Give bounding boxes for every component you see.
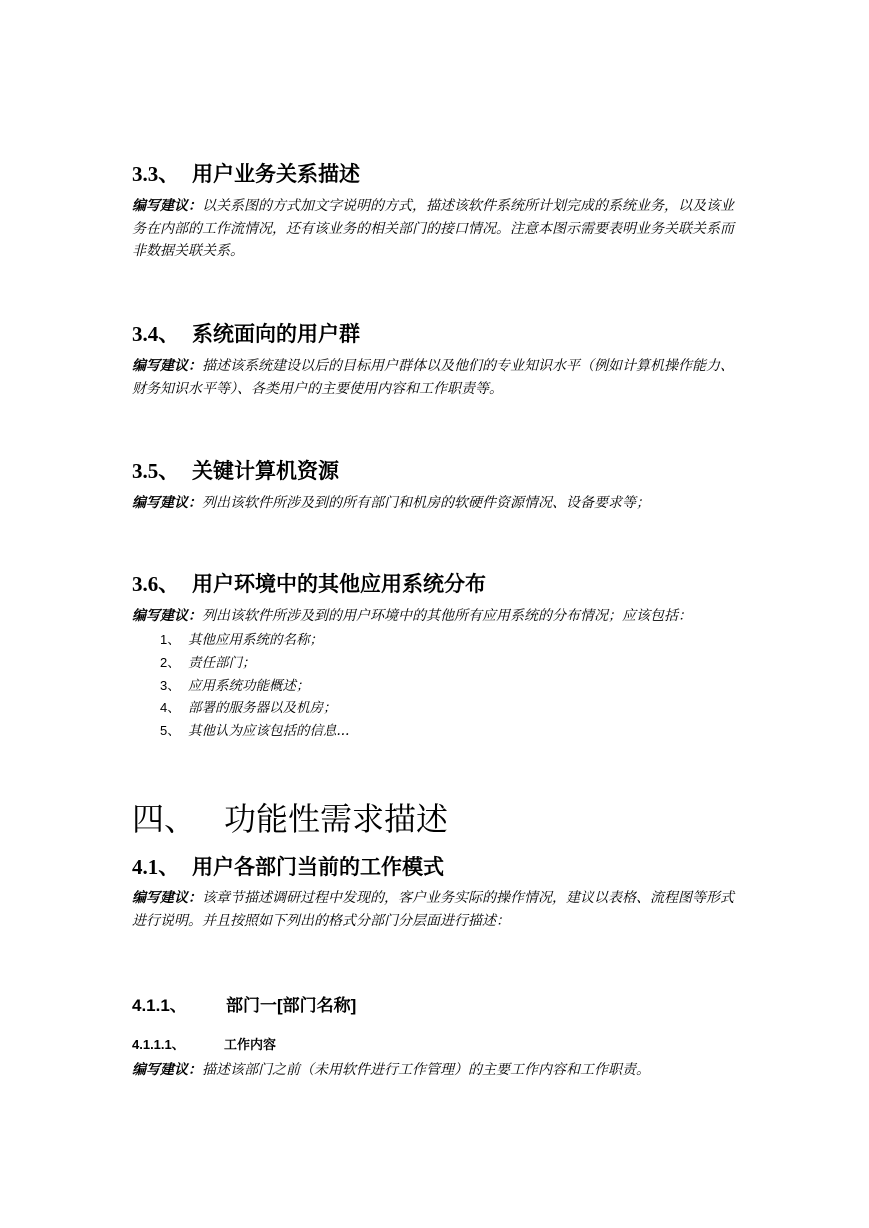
suggestion-text: 列出该软件所涉及到的所有部门和机房的软硬件资源情况、设备要求等；: [202, 495, 650, 511]
heading-number: 3.4、: [132, 322, 180, 346]
section-4-1-heading: [132, 851, 444, 881]
heading-number: 3.3、: [132, 162, 180, 186]
list-item: 5、 其他认为应该包括的信息...: [160, 723, 350, 740]
section-3-6-heading: [132, 568, 486, 598]
suggestion-text: 以关系图的方式加文字说明的方式，描述该软件系统所计划完成的系统业务，以及该业务在内部的工作流情况，还有该业务的相关部门的接口情况。注意本图示需要表明业务关联关系而非数据关联关系。: [132, 198, 734, 259]
heading-title: 系统面向的用户群: [192, 321, 360, 346]
suggestion-label: 编写建议：: [132, 198, 202, 214]
section-3-5-paragraph: [132, 492, 742, 515]
section-3-4-paragraph: [132, 355, 742, 400]
suggestion-label: 编写建议：: [132, 495, 202, 511]
other-systems-list: [160, 629, 349, 743]
heading-number: 4.1、: [132, 855, 180, 879]
section-3-3-paragraph: [132, 195, 742, 263]
section-4-1-paragraph: [132, 887, 742, 932]
heading-number: 3.6、: [132, 572, 180, 596]
section-3-4-heading: [132, 318, 360, 348]
suggestion-label: 编写建议：: [132, 890, 202, 906]
section-4-1-1-1-paragraph: [132, 1059, 742, 1082]
heading-number: 3.5、: [132, 459, 180, 483]
section-3-5-heading: [132, 455, 339, 485]
list-item: 4、 部署的服务器以及机房；: [160, 700, 337, 717]
heading-title: 关键计算机资源: [192, 458, 339, 483]
heading-number: 4.1.1、: [132, 996, 187, 1015]
heading-title: 部门一[部门名称]: [226, 996, 357, 1015]
heading-number: 4.1.1.1、: [132, 1037, 185, 1052]
heading-title: 用户业务关系描述: [192, 161, 360, 186]
section-4-1-1-heading: [132, 991, 356, 1016]
list-item: 2、 责任部门；: [160, 654, 256, 671]
heading-title: 功能性需求描述: [224, 800, 449, 838]
suggestion-text: 描述该部门之前（未用软件进行工作管理）的主要工作内容和工作职责。: [202, 1062, 650, 1078]
suggestion-text: 描述该系统建设以后的目标用户群体以及他们的专业知识水平（例如计算机操作能力、财务知识水平等）、各类用户的主要使用内容和工作职责等。: [132, 358, 734, 397]
suggestion-text: 该章节描述调研过程中发现的，客户业务实际的操作情况，建议以表格、流程图等形式进行说明。并且按照如下列出的格式分部门分层面进行描述：: [132, 890, 734, 929]
section-3-3-heading: [132, 158, 360, 188]
suggestion-text: 列出该软件所涉及到的用户环境中的其他所有应用系统的分布情况；应该包括：: [202, 608, 692, 624]
heading-title: 工作内容: [224, 1037, 277, 1052]
section-4-1-1-1-heading: [132, 1034, 276, 1053]
list-item: 3、 应用系统功能概述；: [160, 677, 310, 694]
suggestion-label: 编写建议：: [132, 608, 202, 624]
heading-title: 用户环境中的其他应用系统分布: [192, 571, 486, 596]
heading-title: 用户各部门当前的工作模式: [192, 854, 444, 879]
section-3-6-paragraph: [132, 605, 742, 628]
chapter-4-heading: [132, 794, 448, 840]
heading-number: 四、: [132, 800, 197, 838]
list-item: 1、 其他应用系统的名称；: [160, 632, 323, 648]
suggestion-label: 编写建议：: [132, 1062, 202, 1078]
suggestion-label: 编写建议：: [132, 358, 202, 374]
